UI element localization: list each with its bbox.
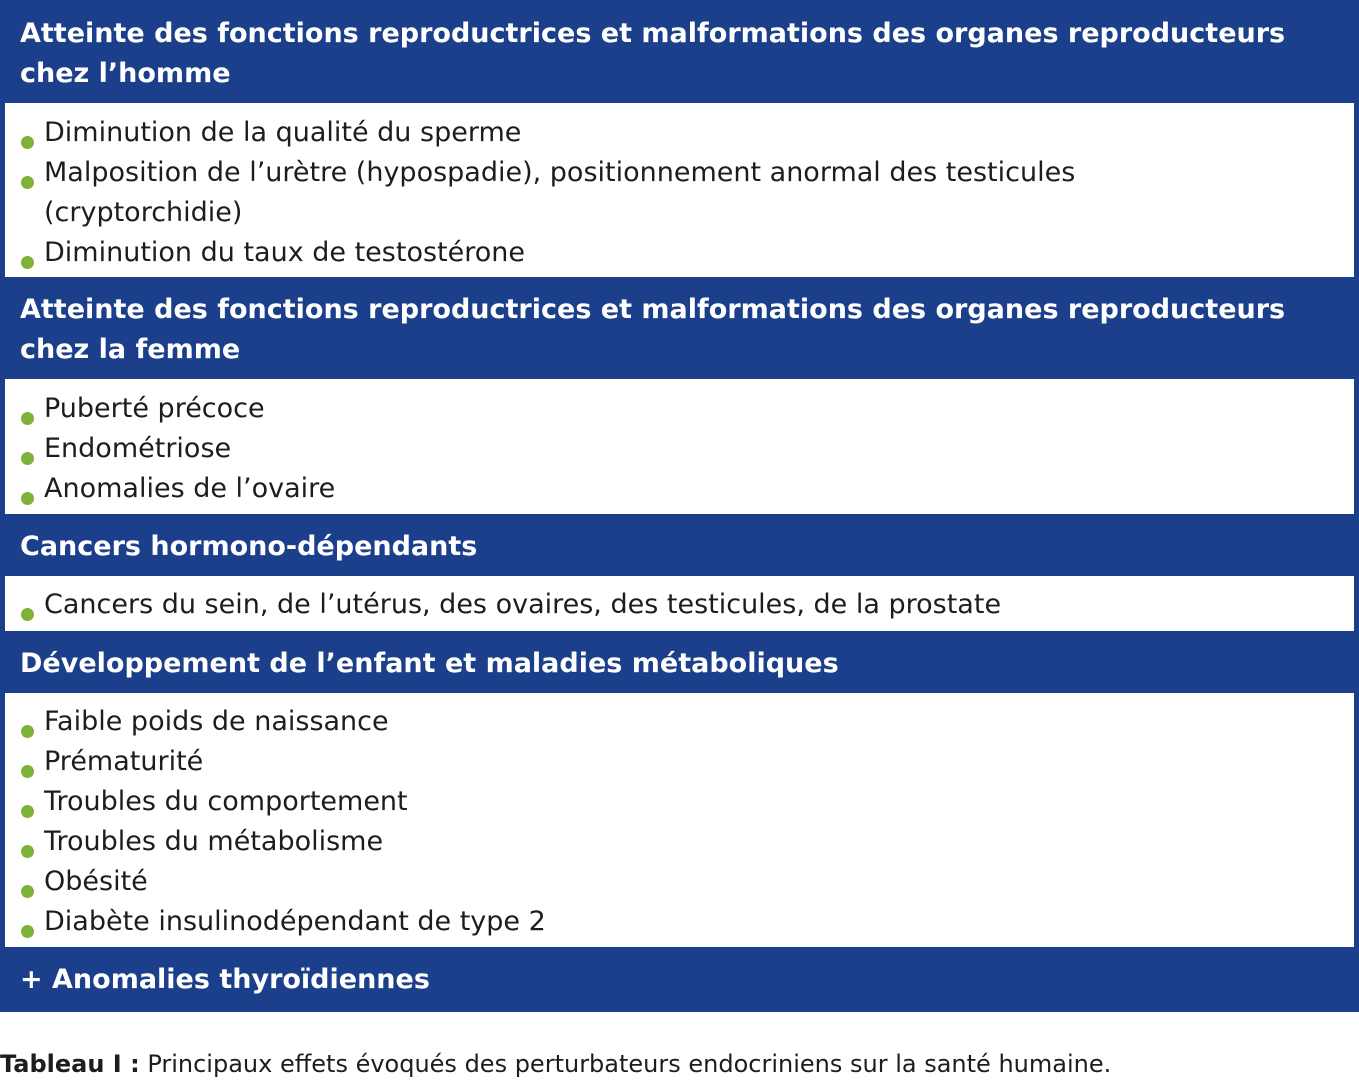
bullet-icon [21,492,34,505]
section-body-hormone-cancers [5,576,1354,631]
bullet-icon [21,412,34,425]
section-header-thyroid: + Anomalies thyroïdiennes [20,964,430,995]
section-header-male-reproductive: Atteinte des fonctions reproductrices et malformations des organes reproducteurs chez l’homme [20,18,1286,89]
list-item-text: Prématurité [44,746,204,777]
list-item-text: Puberté précoce [44,393,265,424]
caption-text: Principaux effets évoqués des perturbateurs endocriniens sur la santé humaine. [139,1050,1112,1078]
list-item-text: Obésité [44,866,148,897]
list-item-text: Faible poids de naissance [44,706,389,737]
list-item-text: Troubles du métabolisme [44,826,384,857]
bullet-icon [21,256,34,269]
list-item-text: Troubles du comportement [44,786,408,817]
bullet-icon [21,136,34,149]
section-body-child-development [5,693,1354,947]
section-header-hormone-cancers: Cancers hormono-dépendants [20,531,478,562]
bullet-icon [21,805,34,818]
table-caption [0,1044,1359,1084]
bullet-icon [21,845,34,858]
list-item-text: Endométriose [44,433,232,464]
list-item-text: Diminution de la qualité du sperme [44,117,522,148]
section-body-male-reproductive [5,103,1354,277]
bullet-icon [21,765,34,778]
bullet-icon [21,608,34,621]
bullet-icon [21,885,34,898]
bullet-icon [21,452,34,465]
list-item-text: Diabète insulinodépendant de type 2 [44,906,546,937]
list-item-text: Malposition de l’urètre (hypospadie), positionnement anormal des testicules (cryptorchidie) [44,157,1076,228]
list-item-text: Cancers du sein, de l’utérus, des ovaires, des testicules, de la prostate [44,589,1002,620]
list-item-text: Diminution du taux de testostérone [44,237,525,268]
bullet-icon [21,925,34,938]
bullet-icon [21,725,34,738]
list-item-text: Anomalies de l’ovaire [44,473,336,504]
section-header-female-reproductive: Atteinte des fonctions reproductrices et malformations des organes reproducteurs chez la femme [20,294,1286,365]
section-body-female-reproductive [5,379,1354,514]
section-header-child-development: Développement de l’enfant et maladies métaboliques [20,648,839,679]
bullet-icon [21,176,34,189]
caption-label: Tableau I : [0,1050,140,1078]
